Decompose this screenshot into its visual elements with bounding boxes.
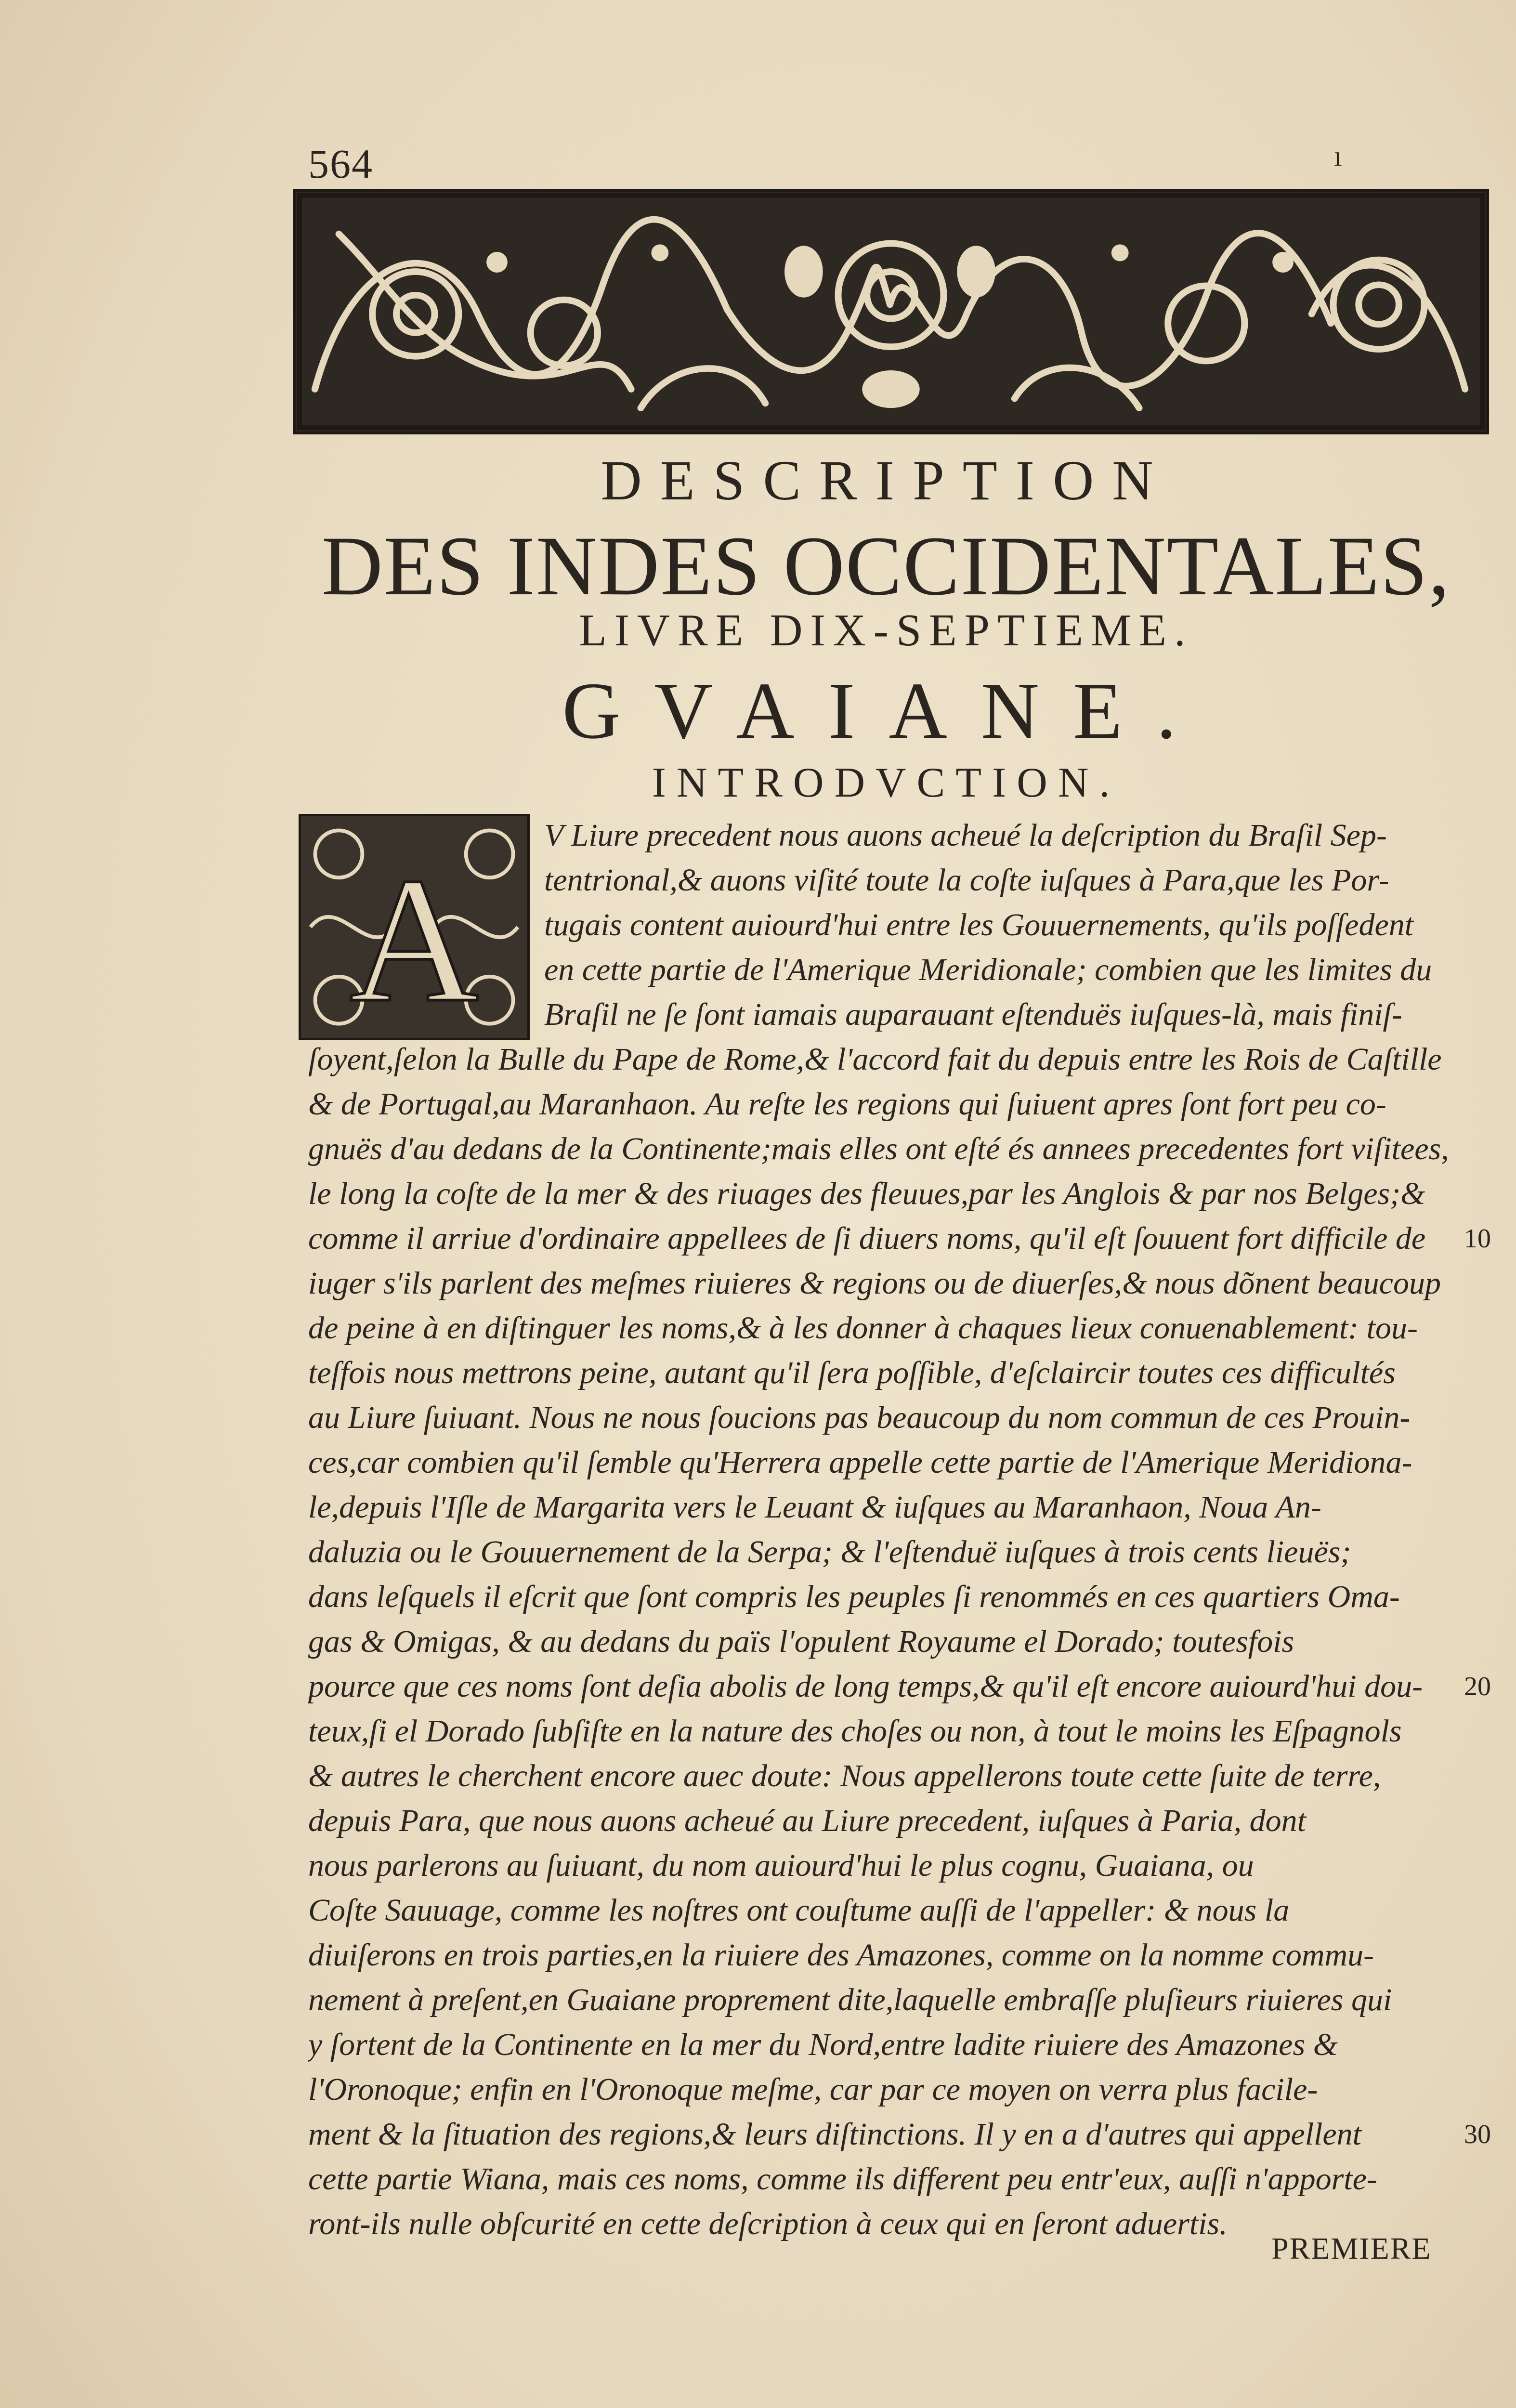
- line-number-30: 30: [1464, 2120, 1491, 2149]
- page-number: 564: [308, 141, 373, 187]
- catchword: PREMIERE: [1271, 2231, 1432, 2265]
- text-line: & de Portugal,au Maranhaon. Au reſte les regions qui ſuiuent apres ſont fort peu co-: [308, 1086, 1386, 1122]
- text-line: de peine à en diſtinguer les noms,& à les donner à chaques lieux conuenablement: tou-: [308, 1310, 1418, 1346]
- title-description: DESCRIPTION: [601, 449, 1172, 512]
- text-line: nous parlerons au ſuiuant, du nom auiourd'hui le plus cognu, Guaiana, ou: [308, 1848, 1254, 1883]
- text-line: teſfois nous mettrons peine, autant qu'il ſera poſſible, d'eſclaircir toutes ces difficultés: [308, 1355, 1396, 1390]
- text-line: le,depuis l'Iſle de Margarita vers le Leuant & iuſques au Maranhaon, Noua An-: [308, 1490, 1321, 1525]
- text-line: pource que ces noms ſont deſia abolis de long temps,& qu'il eſt encore auiourd'hui dou-: [308, 1669, 1423, 1704]
- text-line: y ſortent de la Continente en la mer du Nord,entre ladite riuiere des Amazones &: [308, 2027, 1338, 2062]
- text-line: V Liure precedent nous auons acheué la deſcription du Braſil Sep-: [544, 818, 1387, 853]
- text-line: le long la coſte de la mer & des riuages des fleuues,par les Anglois & par nos Belges;&: [308, 1176, 1425, 1211]
- ornamental-headpiece: [293, 189, 1489, 434]
- stray-mark: ı: [1334, 140, 1342, 172]
- text-line: ſoyent,ſelon la Bulle du Pape de Rome,& l'accord fait du depuis entre les Rois de Caſtille: [308, 1042, 1442, 1077]
- text-line: comme il arriue d'ordinaire appellees de ſi diuers noms, qu'il eſt ſouuent fort difficile de: [308, 1221, 1426, 1256]
- text-line: l'Oronoque; enfin en l'Oronoque meſme, car par ce moyen on verra plus facile-: [308, 2072, 1318, 2107]
- svg-text:A: A: [349, 841, 479, 1038]
- text-line: gas & Omigas, & au dedans du païs l'opulent Royaume el Dorado; toutesfois: [308, 1624, 1294, 1659]
- text-line: ment & la ſituation des regions,& leurs diſtinctions. Il y en a d'autres qui appellent: [308, 2117, 1362, 2152]
- text-line: dans leſquels il eſcrit que ſont compris les peuples ſi renommés en ces quartiers Oma-: [308, 1579, 1400, 1614]
- line-number-20: 20: [1464, 1672, 1491, 1701]
- title-introduction: INTRODVCTION.: [652, 759, 1121, 806]
- title-gvaiane: GVAIANE.: [562, 666, 1210, 756]
- line-number-10: 10: [1464, 1224, 1491, 1254]
- text-line: Braſil ne ſe ſont iamais auparauant eſtenduës iuſques-là, mais finiſ-: [544, 997, 1402, 1032]
- title-livre: LIVRE DIX-SEPTIEME.: [579, 605, 1193, 655]
- text-line: nement à preſent,en Guaiane proprement dite,laquelle embraſſe pluſieurs riuieres qui: [308, 1982, 1392, 2017]
- text-line: Coſte Sauuage, comme les noſtres ont couſtume auſſi de l'appeller: & nous la: [308, 1893, 1290, 1928]
- text-line: depuis Para, que nous auons acheué au Liure precedent, iuſques à Paria, dont: [308, 1803, 1307, 1838]
- text-line: & autres le cherchent encore auec doute: Nous appellerons toute cette ſuite de terre,: [308, 1758, 1381, 1793]
- title-indes-occidentales: DES INDES OCCIDENTALES,: [321, 519, 1451, 613]
- text-line: daluzia ou le Gouuernement de la Serpa; & l'eſtenduë iuſques à trois cents lieuës;: [308, 1534, 1351, 1570]
- text-line: diuiſerons en trois parties,en la riuiere des Amazones, comme on la nomme commu-: [308, 1937, 1374, 1973]
- text-line: teux,ſi el Dorado ſubſiſte en la nature des choſes ou non, à tout le moins les Eſpagnols: [308, 1714, 1402, 1749]
- text-line: iuger s'ils parlent des meſmes riuieres & regions ou de diuerſes,& nous dõnent beaucoup: [308, 1266, 1441, 1301]
- text-line: tugais content auiourd'hui entre les Gouuernements, qu'ils poſſedent: [544, 907, 1414, 942]
- text-line: ront-ils nulle obſcurité en cette deſcription à ceux qui en ſeront aduertis.: [308, 2206, 1228, 2241]
- body-text: [308, 813, 1454, 2246]
- text-line: ces,car combien qu'il ſemble qu'Herrera appelle cette partie de l'Amerique Meridiona-: [308, 1445, 1412, 1480]
- text-line: en cette partie de l'Amerique Meridionale; combien que les limites du: [544, 952, 1432, 987]
- ornament-scrollwork-icon: [296, 192, 1486, 432]
- text-line: cette partie Wiana, mais ces noms, comme ils different peu entr'eux, auſſi n'apporte-: [308, 2161, 1377, 2197]
- text-line: tentrional,& auons viſité toute la coſte iuſques à Para,que les Por-: [544, 863, 1389, 898]
- text-line: au Liure ſuiuant. Nous ne nous ſoucions pas beaucoup du nom commun de ces Prouin-: [308, 1400, 1411, 1435]
- text-line: gnuës d'au dedans de la Continente;mais elles ont eſté és annees precedentes fort viſitees,: [308, 1131, 1449, 1166]
